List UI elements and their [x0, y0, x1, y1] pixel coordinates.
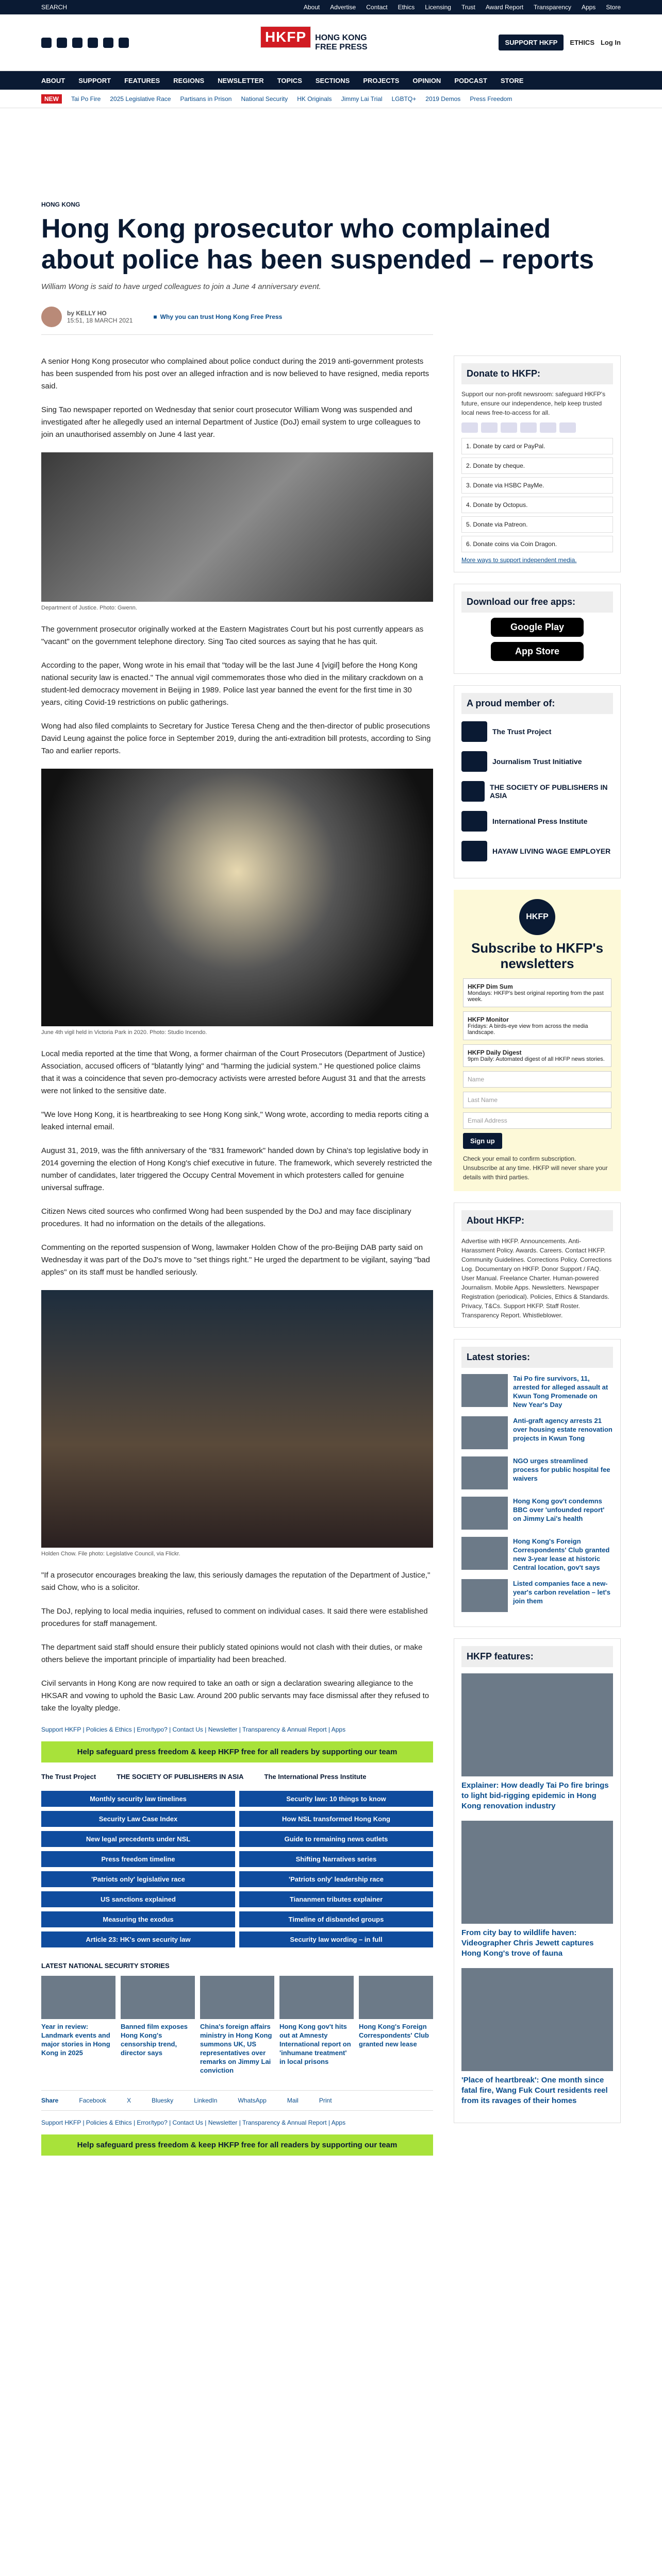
nav-item[interactable]: OPINION: [412, 76, 441, 84]
publish-date: 15:51, 18 MARCH 2021: [67, 317, 133, 324]
article-subtitle: William Wong is said to have urged colleagues to join a June 4 anniversary event.: [41, 282, 321, 291]
member-name: Journalism Trust Initiative: [492, 757, 582, 766]
support-button[interactable]: SUPPORT HKFP: [499, 35, 564, 50]
share-bluesky[interactable]: Bluesky: [152, 2097, 174, 2104]
linkedin-icon[interactable]: [103, 38, 113, 48]
trending-link[interactable]: LGBTQ+: [391, 95, 417, 103]
utility-link[interactable]: Apps: [581, 4, 596, 11]
topic-button[interactable]: Monthly security law timelines: [41, 1791, 235, 1807]
utility-link[interactable]: Contact: [366, 4, 388, 11]
nsl-story[interactable]: [359, 1976, 433, 2075]
story-title[interactable]: NGO urges streamlined process for public hospital fee waivers: [513, 1457, 610, 1482]
youtube-icon[interactable]: [88, 38, 98, 48]
newsletter-note: Check your email to confirm subscription. Unsubscribe at any time. HKFP will never share your details with third parties.: [463, 1155, 608, 1181]
article-photo: [41, 452, 433, 602]
nav-item[interactable]: STORE: [500, 76, 524, 84]
newsletter-name: HKFP Daily Digest: [468, 1049, 522, 1056]
topic-button[interactable]: 'Patriots only' legislative race: [41, 1871, 235, 1887]
paragraph: According to the paper, Wong wrote in his email that "today will be the last June 4 [vigil] before the Hong Kong national security law is enacted." The annual vigil commemorates those who died in the military crackdown on a student-led democracy movement in Beijing in 1989. Police last year banned the event for the first time in 30 years, citing Covid-19 restrictions on public gatherings.: [41, 661, 423, 707]
trending-link[interactable]: Press Freedom: [470, 95, 512, 103]
member-item[interactable]: [461, 721, 613, 742]
utility-link[interactable]: Advertise: [330, 4, 356, 11]
newsletter-option[interactable]: [463, 1044, 611, 1067]
article-title: Hong Kong prosecutor who complained about police has been suspended – reports: [41, 214, 594, 275]
story-thumb: [359, 1976, 433, 2019]
newsletter-title: Subscribe to HKFP's newsletters: [471, 940, 604, 971]
ad-space: [0, 108, 662, 201]
support-links-bottom[interactable]: Support HKFP | Policies & Ethics | Error/typo? | Contact Us | Newsletter | Transparency & Annual Report | Apps: [41, 2119, 346, 2126]
header-actions: [499, 35, 621, 50]
logo-line-1: HONG KONG: [315, 33, 367, 42]
newsletter-desc: Mondays: HKFP's best original reporting from the past week.: [468, 990, 604, 1003]
topic-button[interactable]: Article 23: HK's own security law: [41, 1931, 235, 1947]
story-thumb: [461, 1497, 508, 1530]
topic-button[interactable]: US sanctions explained: [41, 1891, 235, 1907]
member-logo: [461, 751, 487, 772]
about-title: About HKFP:: [461, 1210, 613, 1231]
brand-row: [0, 14, 662, 71]
share-linkedin[interactable]: LinkedIn: [194, 2097, 218, 2104]
trust-project-logo[interactable]: The Trust Project: [41, 1773, 96, 1781]
utility-link[interactable]: About: [303, 4, 320, 11]
trending-link[interactable]: Tai Po Fire: [71, 95, 101, 103]
trending-link[interactable]: 2019 Demos: [425, 95, 461, 103]
sopa-logo[interactable]: THE SOCIETY OF PUBLISHERS IN ASIA: [117, 1773, 244, 1781]
latest-story[interactable]: [461, 1537, 613, 1572]
latest-story[interactable]: [461, 1374, 613, 1409]
donate-option[interactable]: 1. Donate by card or PayPal.: [461, 438, 613, 454]
donate-option[interactable]: 3. Donate via HSBC PayMe.: [461, 477, 613, 494]
trending-bar: [0, 90, 662, 108]
ipi-logo[interactable]: The International Press Institute: [264, 1773, 367, 1781]
article-photo: [41, 1290, 433, 1548]
signup-button[interactable]: Sign up: [463, 1133, 502, 1149]
paragraph: A senior Hong Kong prosecutor who complained about police conduct during the 2019 anti-government protests has been suspended from his post over an alleged infraction and is now believed to have resigned, media reports said.: [41, 357, 429, 391]
paypal-icon: [520, 422, 537, 433]
paragraph: August 31, 2019, was the fifth anniversary of the "831 framework" handed down by China's top legislative body in 2014 governing the election of Hong Kong's chief executive in future. The framework, which severely restricted the number of candidates, later triggered the Occupy Central Movement in which protesters called for genuine universal suffrage.: [41, 1146, 432, 1192]
new-badge: NEW: [41, 94, 62, 104]
feature-thumb[interactable]: [461, 1673, 613, 1776]
members-title: A proud member of:: [461, 693, 613, 714]
ethics-link[interactable]: ETHICS: [570, 39, 594, 46]
article-body: [41, 355, 433, 2166]
social-icons: [41, 38, 129, 48]
paragraph: Wong had also filed complaints to Secretary for Justice Teresa Cheng and the then-director of public prosecutions David Leung against the police force in September 2019, during the anti-extradition bill protests, according to Sing Tao and earlier reports.: [41, 722, 431, 755]
logo-line-2: FREE PRESS: [315, 42, 368, 52]
member-item[interactable]: [461, 811, 613, 832]
feature-thumb[interactable]: [461, 1821, 613, 1924]
trending-link[interactable]: Jimmy Lai Trial: [341, 95, 383, 103]
nsl-story[interactable]: [41, 1976, 115, 2075]
nav-item[interactable]: PODCAST: [454, 76, 487, 84]
story-title[interactable]: Hong Kong gov't condemns BBC over 'unfounded report' on Jimmy Lai's health: [513, 1497, 605, 1522]
member-item[interactable]: [461, 751, 613, 772]
name-input[interactable]: Name: [463, 1071, 611, 1088]
about-links[interactable]: Advertise with HKFP. Announcements. Anti-Harassment Policy. Awards. Careers. Contact HKFP. Community Guidelines. Corrections Policy. Corrections Log. Documentary on HKFP. Donor Support / FAQ. User Manual. Freelance Charter. Human-powered Journalism. Mobile Apps. Newsletters. Newspaper Registration (periodical). Policies, Ethics & Standards. Privacy, T&Cs. Support HKFP. Staff Roster. Transparency Report. Whistleblower.: [461, 1238, 612, 1319]
latest-nsl-grid: [41, 1976, 433, 2075]
story-title[interactable]: China's foreign affairs ministry in Hong Kong summons UK, US representatives over remarks on Jimmy Lai conviction: [200, 2023, 272, 2074]
donate-box: [454, 355, 621, 572]
trending-link[interactable]: Partisans in Prison: [180, 95, 232, 103]
utility-links: [304, 4, 621, 11]
nav-item[interactable]: ABOUT: [41, 76, 65, 84]
trust-text: Why you can trust Hong Kong Free Press: [160, 313, 283, 320]
app-store-button[interactable]: App Store: [491, 642, 584, 661]
x-icon[interactable]: [57, 38, 67, 48]
latest-box: [454, 1339, 621, 1627]
donate-option[interactable]: 4. Donate by Octopus.: [461, 497, 613, 513]
site-logo[interactable]: [260, 26, 368, 59]
newsletter-name: HKFP Monitor: [468, 1016, 509, 1023]
feature-title[interactable]: From city bay to wildlife haven: Videographer Chris Jewett captures Hong Kong's trove of fauna: [461, 1928, 594, 1958]
share-mail[interactable]: Mail: [287, 2097, 299, 2104]
story-title[interactable]: Year in review: Landmark events and major stories in Hong Kong in 2025: [41, 2023, 110, 2057]
topic-button[interactable]: New legal precedents under NSL: [41, 1831, 235, 1847]
section-label[interactable]: HONG KONG: [41, 201, 80, 208]
newsletter-box: [454, 890, 621, 1191]
nav-item[interactable]: SUPPORT: [78, 76, 111, 84]
utility-link[interactable]: Trust: [461, 4, 475, 11]
sidebar: [454, 355, 621, 2166]
donate-option[interactable]: 2. Donate by cheque.: [461, 457, 613, 474]
story-thumb: [279, 1976, 354, 2019]
topic-button[interactable]: Tiananmen tributes explainer: [239, 1891, 433, 1907]
utility-link[interactable]: Licensing: [425, 4, 451, 11]
donate-text: Support our non-profit newsroom: safeguard HKFP's future, ensure our independence, help keep trusted local news free-to-access for all.: [461, 391, 606, 416]
nav-item[interactable]: SECTIONS: [315, 76, 350, 84]
latest-story[interactable]: [461, 1497, 613, 1530]
author-avatar: [41, 307, 62, 327]
more-ways-link[interactable]: More ways to support independent media.: [461, 556, 577, 564]
hkfp-circle-logo: HKFP: [519, 899, 555, 935]
amex-icon: [501, 422, 517, 433]
newsletter-desc: 9pm Daily: Automated digest of all HKFP news stories.: [468, 1056, 605, 1062]
paragraph: Citizen News cited sources who confirmed Wong had been suspended by the DoJ and may face disciplinary procedures. It had no information on the details of the allegations.: [41, 1207, 411, 1228]
feature-thumb[interactable]: [461, 1968, 613, 2071]
photo-caption: Department of Justice. Photo: Gwenn.: [41, 605, 137, 611]
share-bar: [41, 2090, 433, 2111]
instagram-icon[interactable]: [72, 38, 82, 48]
latest-nsl-heading: LATEST NATIONAL SECURITY STORIES: [41, 1962, 170, 1970]
search-link[interactable]: SEARCH: [41, 4, 68, 11]
story-thumb: [41, 1976, 115, 2019]
member-item[interactable]: [461, 781, 613, 802]
paragraph: Local media reported at the time that Wong, a former chairman of the Court Prosecutors (Department of Justice) Association, accused officers of "blatantly lying" and "harming the judicial system." He questioned police claims that it was a coincidence that seven pro-democracy activists were arrested before August 31 and that the arrests were not linked to the sensitive date.: [41, 1049, 426, 1095]
features-title: HKFP features:: [461, 1646, 613, 1667]
support-banner-bottom[interactable]: Help safeguard press freedom & keep HKFP free for all readers by supporting our team: [41, 2134, 433, 2156]
rss-icon[interactable]: [119, 38, 129, 48]
utility-link[interactable]: Award Report: [485, 4, 524, 11]
mastercard-icon: [481, 422, 498, 433]
trending-link[interactable]: HK Originals: [297, 95, 332, 103]
main-nav: [0, 71, 662, 90]
nsl-story[interactable]: [279, 1976, 354, 2075]
member-logo: [461, 841, 487, 861]
payment-icons: [461, 422, 613, 433]
last-name-input[interactable]: Last Name: [463, 1092, 611, 1108]
story-title[interactable]: Listed companies face a new-year's carbon revelation – let's join them: [513, 1580, 610, 1605]
share-print[interactable]: Print: [319, 2097, 332, 2104]
topic-button[interactable]: Security law: 10 things to know: [239, 1791, 433, 1807]
support-links[interactable]: Support HKFP | Policies & Ethics | Error/typo? | Contact Us | Newsletter | Transparency & Annual Report | Apps: [41, 1726, 346, 1733]
story-thumb: [461, 1456, 508, 1489]
member-logo: [461, 781, 485, 802]
octopus-icon: [559, 422, 576, 433]
latest-story[interactable]: [461, 1456, 613, 1489]
trending-link[interactable]: 2025 Legislative Race: [110, 95, 171, 103]
share-whatsapp[interactable]: WhatsApp: [238, 2097, 267, 2104]
utility-link[interactable]: Ethics: [398, 4, 415, 11]
utility-link[interactable]: Transparency: [534, 4, 571, 11]
member-logos: [41, 1773, 433, 1781]
donate-options: [461, 438, 613, 552]
features-box: [454, 1638, 621, 2123]
paragraph: Sing Tao newspaper reported on Wednesday that senior court prosecutor William Wong was suspended and investigated after he allegedly used an internal Department of Justice (DoJ) email system to urge colleagues to join an unauthorised assembly on June 4 last year.: [41, 405, 421, 439]
latest-story[interactable]: [461, 1416, 613, 1449]
trust-link[interactable]: [153, 313, 282, 320]
utility-link[interactable]: Store: [606, 4, 621, 11]
topic-button[interactable]: 'Patriots only' leadership race: [239, 1871, 433, 1887]
nsl-story[interactable]: [200, 1976, 274, 2075]
share-x[interactable]: X: [127, 2097, 131, 2104]
story-title[interactable]: Anti-graft agency arrests 21 over housing estate renovation projects in Kwun Tong: [513, 1417, 613, 1442]
member-name: THE SOCIETY OF PUBLISHERS IN ASIA: [490, 783, 608, 800]
story-title[interactable]: Hong Kong's Foreign Correspondents' Club granted new lease: [359, 2023, 429, 2048]
member-name: International Press Institute: [492, 817, 588, 825]
facebook-icon[interactable]: [41, 38, 52, 48]
nav-item[interactable]: REGIONS: [173, 76, 205, 84]
email-input[interactable]: Email Address: [463, 1112, 611, 1129]
topic-button[interactable]: How NSL transformed Hong Kong: [239, 1811, 433, 1827]
google-play-button[interactable]: Google Play: [491, 618, 584, 637]
story-title[interactable]: Hong Kong gov't hits out at Amnesty International report on 'inhumane treatment' in local prisons: [279, 2023, 351, 2065]
story-thumb: [461, 1416, 508, 1449]
article-photo: [41, 769, 433, 1026]
topic-button[interactable]: Shifting Narratives series: [239, 1851, 433, 1867]
donate-option[interactable]: 5. Donate via Patreon.: [461, 516, 613, 533]
newsletter-option[interactable]: [463, 1011, 611, 1040]
paragraph: The government prosecutor originally worked at the Eastern Magistrates Court but his post currently appears as "vacant" on the government telephone directory. Sing Tao cited sources as saying that he has quit.: [41, 625, 424, 646]
photo-caption: June 4th vigil held in Victoria Park in 2020. Photo: Studio Incendo.: [41, 1029, 207, 1036]
login-link[interactable]: Log In: [600, 39, 621, 46]
nav-item[interactable]: NEWSLETTER: [218, 76, 264, 84]
content-columns: [41, 355, 621, 2166]
paragraph: The DoJ, replying to local media inquiries, refused to comment on individual cases. It said there were established procedures for staff management.: [41, 1607, 428, 1628]
paragraph: Commenting on the reported suspension of Wong, lawmaker Holden Chow of the pro-Beijing DAB party said on Wednesday it was part of the DoJ's move to "set things right." He urged the department to be vigilant, saying "bad apples" on its staff must be handled seriously.: [41, 1243, 430, 1277]
nav-item[interactable]: TOPICS: [277, 76, 302, 84]
member-name: The Trust Project: [492, 727, 552, 736]
byline: [41, 307, 433, 335]
nav-item[interactable]: FEATURES: [124, 76, 160, 84]
apps-box: [454, 584, 621, 674]
paragraph: Civil servants in Hong Kong are now required to take an oath or sign a declaration swearing allegiance to the HKSAR and vowing to uphold the Basic Law. Around 200 public servants may face dismissal after they refused to take the loyalty pledge.: [41, 1679, 429, 1713]
feature-title[interactable]: 'Place of heartbreak': One month since fatal fire, Wang Fuk Court residents reel from its ravages of their homes: [461, 2076, 608, 2105]
payme-icon: [540, 422, 556, 433]
article-wrap: [0, 201, 662, 2166]
story-title[interactable]: Banned film exposes Hong Kong's censorship trend, director says: [121, 2023, 188, 2057]
logo-mark: HKFP: [260, 26, 311, 48]
donate-option[interactable]: 6. Donate coins via Coin Dragon.: [461, 536, 613, 552]
topic-button[interactable]: Measuring the exodus: [41, 1911, 235, 1927]
feature-title[interactable]: Explainer: How deadly Tai Po fire brings to light bid-rigging epidemic in Hong Kong renovation industry: [461, 1781, 609, 1810]
trending-link[interactable]: National Security: [241, 95, 288, 103]
share-label: Share: [41, 2097, 59, 2104]
topic-button[interactable]: Timeline of disbanded groups: [239, 1911, 433, 1927]
visa-icon: [461, 422, 478, 433]
story-title[interactable]: Tai Po fire survivors, 11, arrested for alleged assault at Kwun Tong Promenade on New Year's Day: [513, 1375, 608, 1409]
paragraph: The department said staff should ensure their publicly stated opinions would not clash with their duties, or make others believe the important principle of impartiality had been breached.: [41, 1643, 423, 1664]
nsl-topic-grid: [41, 1791, 433, 1947]
share-facebook[interactable]: Facebook: [79, 2097, 107, 2104]
topic-button[interactable]: Security Law Case Index: [41, 1811, 235, 1827]
nsl-story[interactable]: [121, 1976, 195, 2075]
support-banner[interactable]: Help safeguard press freedom & keep HKFP free for all readers by supporting our team: [41, 1741, 433, 1762]
member-logo: [461, 811, 487, 832]
apps-title: Download our free apps:: [461, 591, 613, 613]
story-thumb: [121, 1976, 195, 2019]
member-name: HAYAW LIVING WAGE EMPLOYER: [492, 847, 611, 855]
topic-button[interactable]: Press freedom timeline: [41, 1851, 235, 1867]
member-item[interactable]: [461, 841, 613, 861]
topic-button[interactable]: Guide to remaining news outlets: [239, 1831, 433, 1847]
photo-caption: Holden Chow. File photo: Legislative Council, via Flickr.: [41, 1551, 180, 1557]
nav-item[interactable]: PROJECTS: [363, 76, 400, 84]
paragraph: "If a prosecutor encourages breaking the law, this seriously damages the reputation of the Department of Justice," said Chow, who is a solicitor.: [41, 1571, 431, 1592]
newsletter-option[interactable]: [463, 978, 611, 1007]
topic-button[interactable]: Security law wording – in full: [239, 1931, 433, 1947]
paragraph: "We love Hong Kong, it is heartbreaking to see Hong Kong sink," Wong wrote, according to media reports citing a leaked internal email.: [41, 1110, 429, 1131]
latest-story[interactable]: [461, 1579, 613, 1612]
story-title[interactable]: Hong Kong's Foreign Correspondents' Club granted new 3-year lease at historic Central location, gov't says: [513, 1537, 610, 1571]
member-logo: [461, 721, 487, 742]
story-thumb: [461, 1579, 508, 1612]
story-thumb: [461, 1374, 508, 1407]
newsletter-name: HKFP Dim Sum: [468, 983, 513, 990]
donate-title: Donate to HKFP:: [461, 363, 613, 384]
latest-title: Latest stories:: [461, 1347, 613, 1368]
story-thumb: [461, 1537, 508, 1570]
top-utility-bar: [0, 0, 662, 14]
newsletter-desc: Fridays: A birds-eye view from across the media landscape.: [468, 1023, 588, 1036]
trust-icon: ■: [153, 313, 157, 320]
members-box: [454, 685, 621, 878]
author-name[interactable]: by KELLY HO: [67, 310, 107, 317]
about-box: [454, 1202, 621, 1328]
story-thumb: [200, 1976, 274, 2019]
